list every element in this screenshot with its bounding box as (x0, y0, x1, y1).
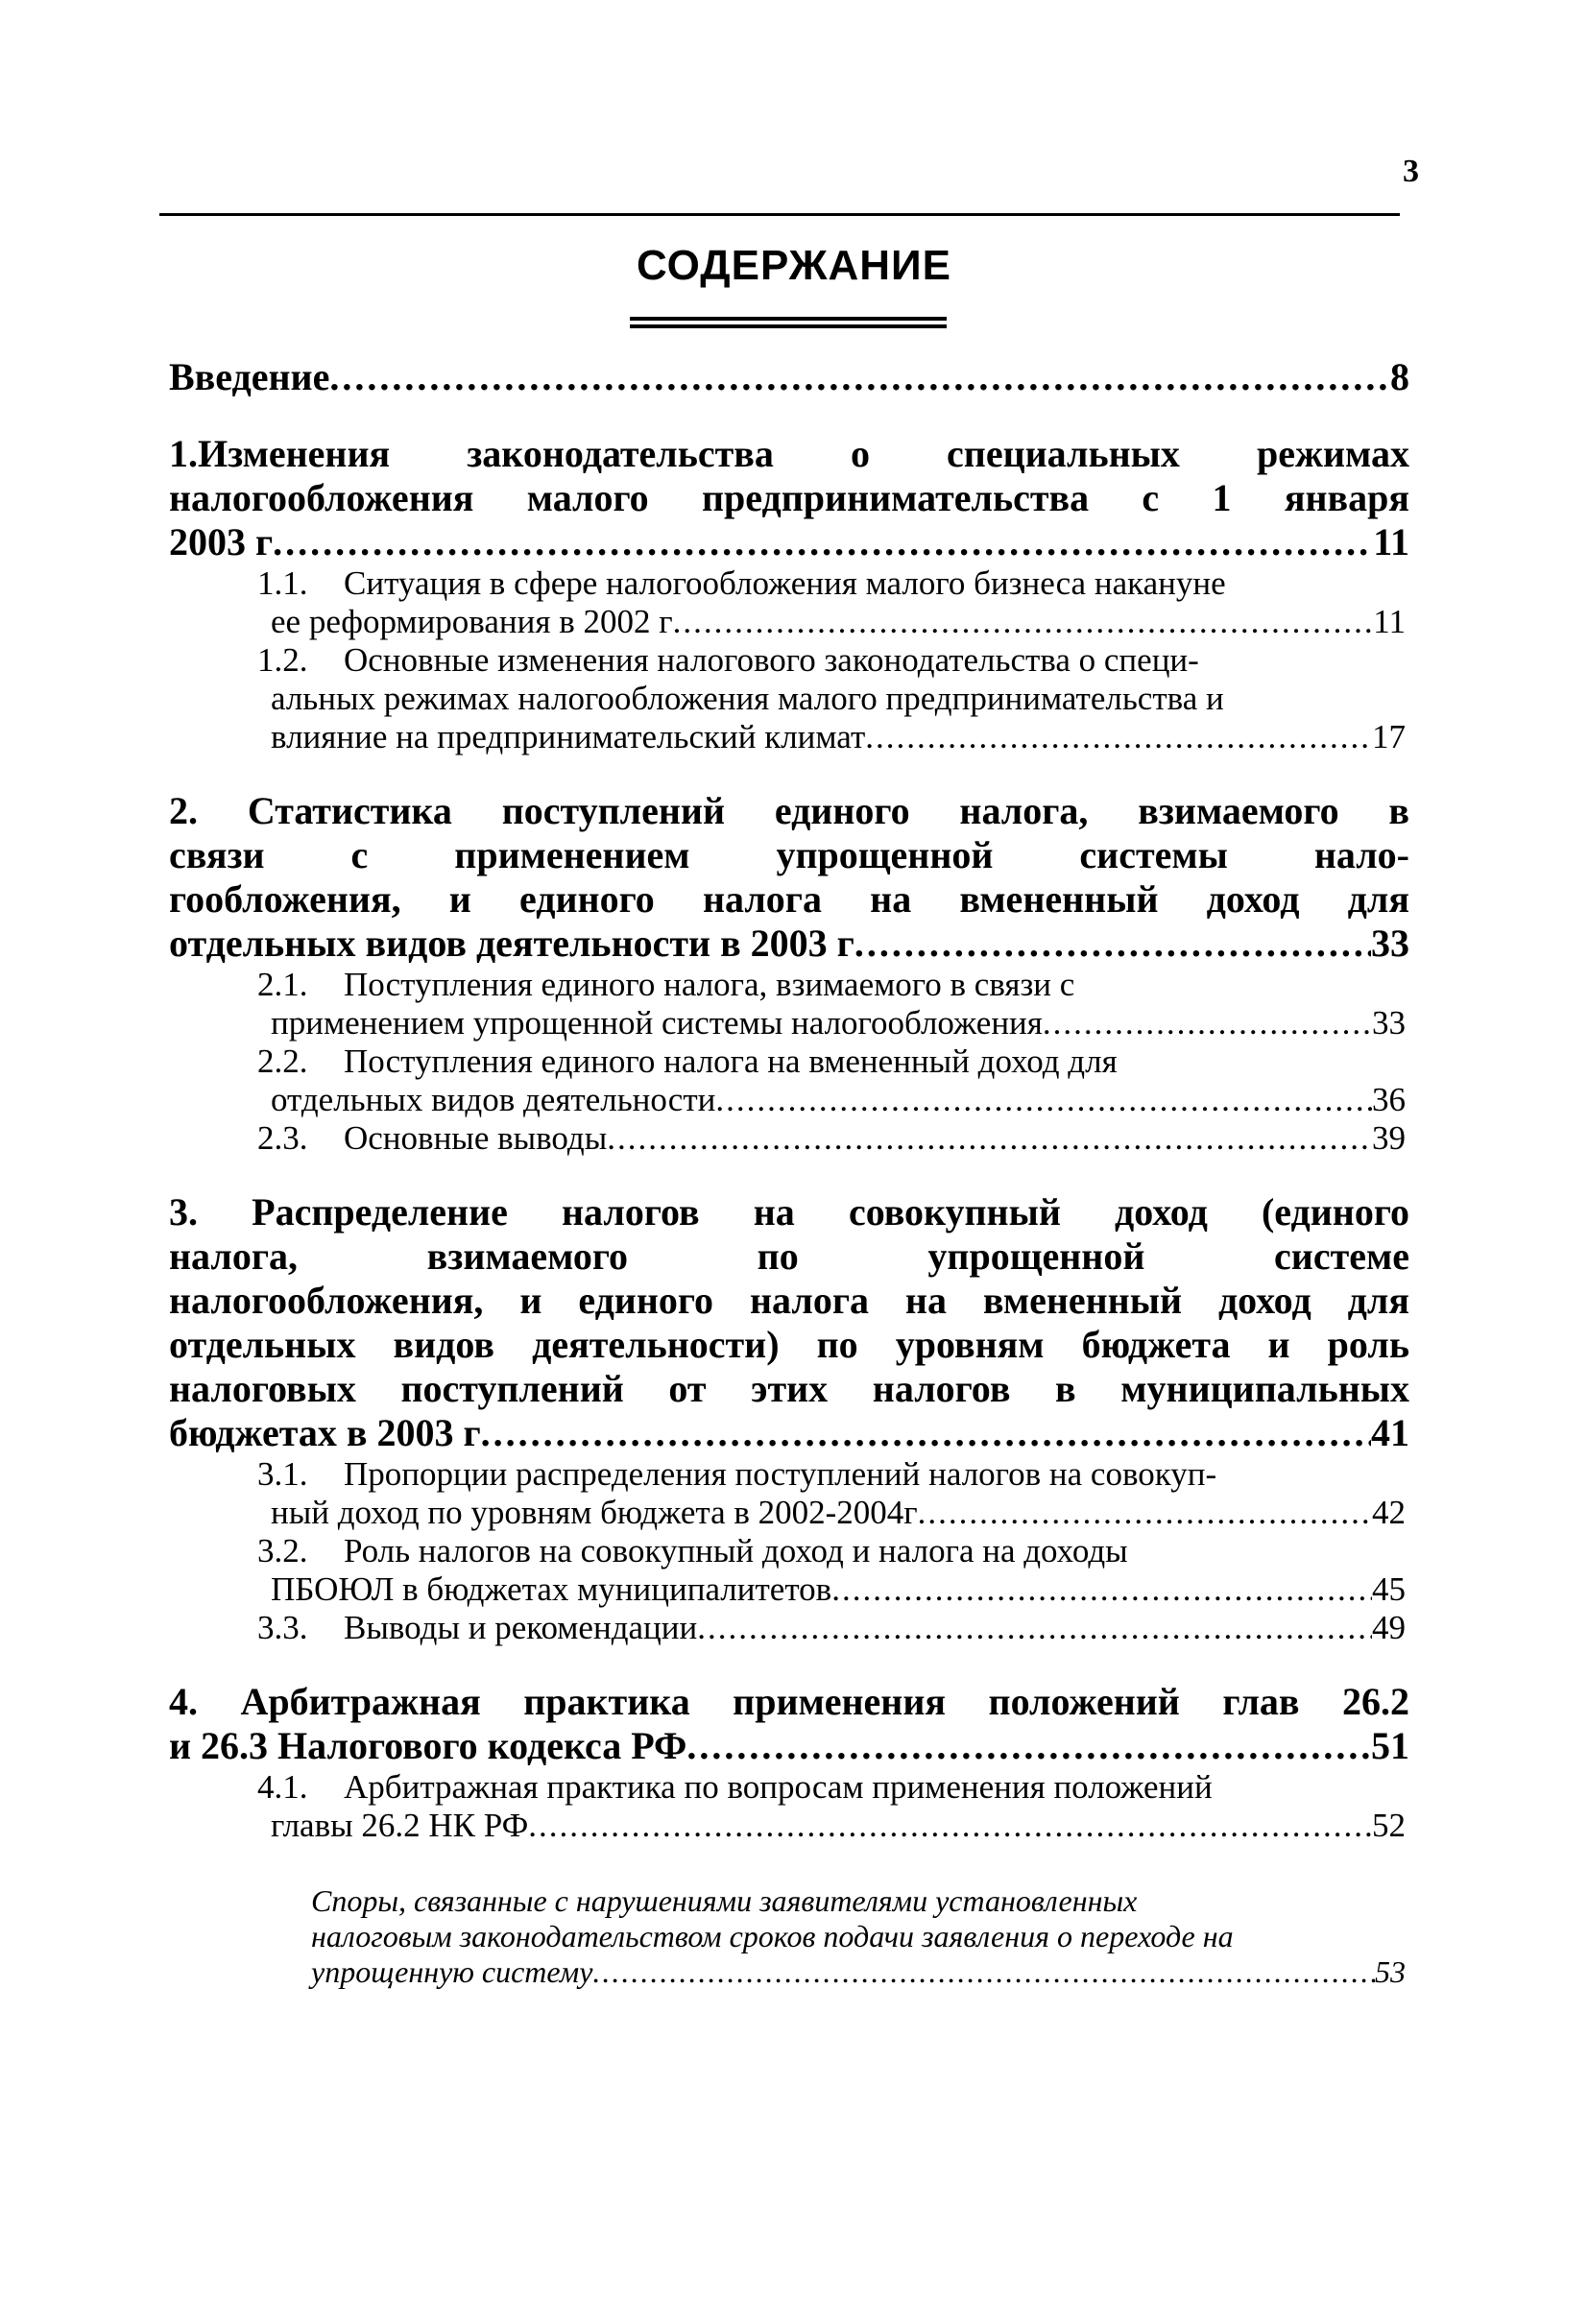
toc-subsection[interactable] (257, 1768, 1406, 1845)
subsection-title-end: отдельных видов деятельности (271, 1081, 716, 1118)
note-last-line (311, 1954, 1406, 1990)
dot-leader (865, 718, 1372, 756)
chapter-title-end: бюджетах в 2003 г (169, 1411, 481, 1454)
chapter-title-line: гообложения, и единого налога на вмененный доход для (169, 877, 1409, 921)
subsection-last-line (257, 1081, 1406, 1119)
chapter-title-line: 3. Распределение налогов на совокупный доход (единого (169, 1190, 1409, 1234)
table-of-contents (169, 355, 1409, 1990)
subsection-line (257, 564, 1406, 603)
subsection-number: 1.1. (257, 564, 308, 602)
subsection-title-end: главы 26.2 НК РФ (271, 1807, 529, 1844)
dot-leader (607, 1119, 1372, 1158)
subsection-last-line (257, 1119, 1406, 1158)
subsection-title-end: ный доход по уровням бюджета в 2002-2004г (271, 1494, 918, 1531)
dot-leader (273, 520, 1373, 564)
subsection-title-end: Основные выводы (344, 1119, 608, 1157)
title-underline (630, 317, 947, 321)
page-number: 3 (1403, 154, 1419, 189)
chapter-title-line: налога, взимаемого по упрощенной системе (169, 1234, 1409, 1278)
chapter-page-number: 33 (1371, 922, 1409, 965)
subsection-page-number: 33 (1372, 1004, 1406, 1042)
chapter-title-end: отдельных видов деятельности в 2003 г (169, 922, 854, 965)
dot-leader (918, 1494, 1372, 1532)
chapter-page-number: 51 (1371, 1724, 1409, 1767)
chapter-title-line: налогообложения, и единого налога на вмененный доход для (169, 1279, 1409, 1322)
subsection-line (257, 641, 1406, 680)
subsection-line (257, 680, 1406, 718)
page-title: СОДЕРЖАНИЕ (636, 242, 952, 289)
subsection-page-number: 36 (1372, 1081, 1406, 1118)
subsection-last-line (257, 1570, 1406, 1609)
note-end: упрощенную систему (311, 1954, 593, 1989)
subsection-number: 2.1. (257, 966, 308, 1003)
subsection-title-line: Роль налогов на совокупный доход и налога на доходы (344, 1532, 1128, 1569)
subsection-title-line: Пропорции распределения поступлений налогов на совокуп- (344, 1455, 1217, 1493)
subsection-line (257, 966, 1406, 1004)
chapter-title-line: налоговых поступлений от этих налогов в муниципальных (169, 1367, 1409, 1410)
subsection-title-end: ПБОЮЛ в бюджетах муниципалитетов (271, 1570, 832, 1608)
subsection-last-line (257, 1609, 1406, 1647)
subsection-list (257, 1768, 1406, 1845)
chapter-title-line: 1.Изменения законодательства о специальных режимах (169, 432, 1409, 475)
toc-subsection[interactable] (257, 966, 1406, 1042)
dot-leader (592, 1954, 1375, 1990)
toc-chapter (169, 1190, 1409, 1647)
subsection-line (257, 1455, 1406, 1494)
toc-subsection[interactable] (257, 1532, 1406, 1609)
header-rule (159, 213, 1400, 216)
subsection-number: 2.2. (257, 1042, 308, 1080)
toc-subsection[interactable] (257, 1042, 1406, 1119)
subsection-title-end: ее реформирования в 2002 г (271, 603, 673, 640)
toc-chapter (169, 789, 1409, 1158)
toc-subsection[interactable] (257, 1609, 1406, 1647)
subsection-page-number: 49 (1372, 1609, 1406, 1646)
dot-leader (481, 1411, 1371, 1455)
toc-subsection[interactable] (257, 564, 1406, 641)
toc-subsection[interactable] (257, 1455, 1406, 1532)
note-page-number: 53 (1375, 1954, 1406, 1989)
subsection-number: 1.2. (257, 641, 308, 679)
chapter-title-last-line (169, 1411, 1409, 1455)
intro-title: Введение (169, 355, 330, 398)
toc-subsection[interactable] (257, 641, 1406, 756)
subsection-page-number: 42 (1372, 1494, 1406, 1531)
subsection-page-number: 17 (1372, 718, 1406, 755)
subsection-number: 4.1. (257, 1768, 308, 1806)
subsection-title-line: Поступления единого налога на вмененный доход для (344, 1042, 1118, 1080)
subsection-title-line: Поступления единого налога, взимаемого в связи с (344, 966, 1075, 1003)
subsection-line (257, 1042, 1406, 1081)
subsection-title-end: Выводы и рекомендации (344, 1609, 698, 1646)
chapter-title-last-line (169, 520, 1409, 564)
subsection-line (257, 1532, 1406, 1570)
subsection-title-end: влияние на предпринимательский климат (271, 718, 866, 755)
subsection-number: 2.3. (257, 1119, 308, 1157)
intro-page: 8 (1390, 355, 1409, 398)
chapter-heading[interactable] (169, 1680, 1409, 1768)
dot-leader (854, 922, 1371, 966)
chapter-title-line: 4. Арбитражная практика применения положений глав 26.2 (169, 1680, 1409, 1723)
note-line: Споры, связанные с нарушениями заявителями установленных (311, 1883, 1138, 1918)
chapter-page-number: 41 (1371, 1411, 1409, 1454)
dot-leader (329, 355, 1390, 399)
subsection-number: 3.1. (257, 1455, 308, 1493)
subsection-last-line (257, 1807, 1406, 1845)
subsection-last-line (257, 718, 1406, 756)
dot-leader (686, 1724, 1371, 1768)
note-line: налоговым законодательством сроков подачи заявления о переходе на (311, 1919, 1234, 1953)
subsection-page-number: 39 (1372, 1119, 1406, 1157)
chapter-title-end: и 26.3 Налогового кодекса РФ (169, 1724, 687, 1767)
title-underline-second (630, 324, 947, 328)
subsection-number: 3.2. (257, 1532, 308, 1569)
subsection-list (257, 966, 1406, 1158)
subsection-number: 3.3. (257, 1609, 308, 1646)
chapter-heading[interactable] (169, 1190, 1409, 1455)
dot-leader (673, 603, 1374, 641)
chapter-title-line: связи с применением упрощенной системы нало- (169, 833, 1409, 876)
chapter-page-number: 11 (1373, 520, 1409, 563)
chapter-title-last-line (169, 1724, 1409, 1768)
chapter-title-line: налогообложения малого предпринимательства с 1 января (169, 476, 1409, 519)
subsection-title-line: Основные изменения налогового законодательства о специ- (344, 641, 1199, 679)
toc-chapter (169, 1680, 1409, 1845)
subsection-last-line (257, 1004, 1406, 1042)
toc-chapter (169, 432, 1409, 756)
dot-leader (528, 1807, 1372, 1845)
subsection-list (257, 564, 1406, 756)
subsection-title-line: Арбитражная практика по вопросам применения положений (344, 1768, 1213, 1806)
dot-leader (715, 1081, 1372, 1119)
chapter-title-end: 2003 г (169, 520, 274, 563)
toc-intro[interactable] (169, 355, 1409, 399)
toc-subsection[interactable] (257, 1119, 1406, 1158)
subsection-title-end: применением упрощенной системы налогообложения (271, 1004, 1043, 1042)
subsection-last-line (257, 603, 1406, 641)
chapter-title-line: отдельных видов деятельности) по уровням бюджета и роль (169, 1323, 1409, 1366)
subsection-page-number: 45 (1372, 1570, 1406, 1608)
subsection-title-line: альных режимах налогообложения малого предпринимательства и (271, 680, 1224, 717)
dot-leader (1043, 1004, 1372, 1042)
subsection-title-line: Ситуация в сфере налогообложения малого бизнеса накануне (344, 564, 1226, 602)
dot-leader (697, 1609, 1372, 1647)
chapter-heading[interactable] (169, 789, 1409, 966)
chapter-title-line: 2. Статистика поступлений единого налога, взимаемого в (169, 789, 1409, 832)
dot-leader (831, 1570, 1372, 1609)
chapter-title-last-line (169, 922, 1409, 966)
chapter-heading[interactable] (169, 432, 1409, 564)
toc-note[interactable] (311, 1883, 1406, 1990)
subsection-last-line (257, 1494, 1406, 1532)
subsection-page-number: 11 (1373, 603, 1406, 640)
subsection-line (257, 1768, 1406, 1807)
subsection-list (257, 1455, 1406, 1647)
subsection-page-number: 52 (1372, 1807, 1406, 1844)
